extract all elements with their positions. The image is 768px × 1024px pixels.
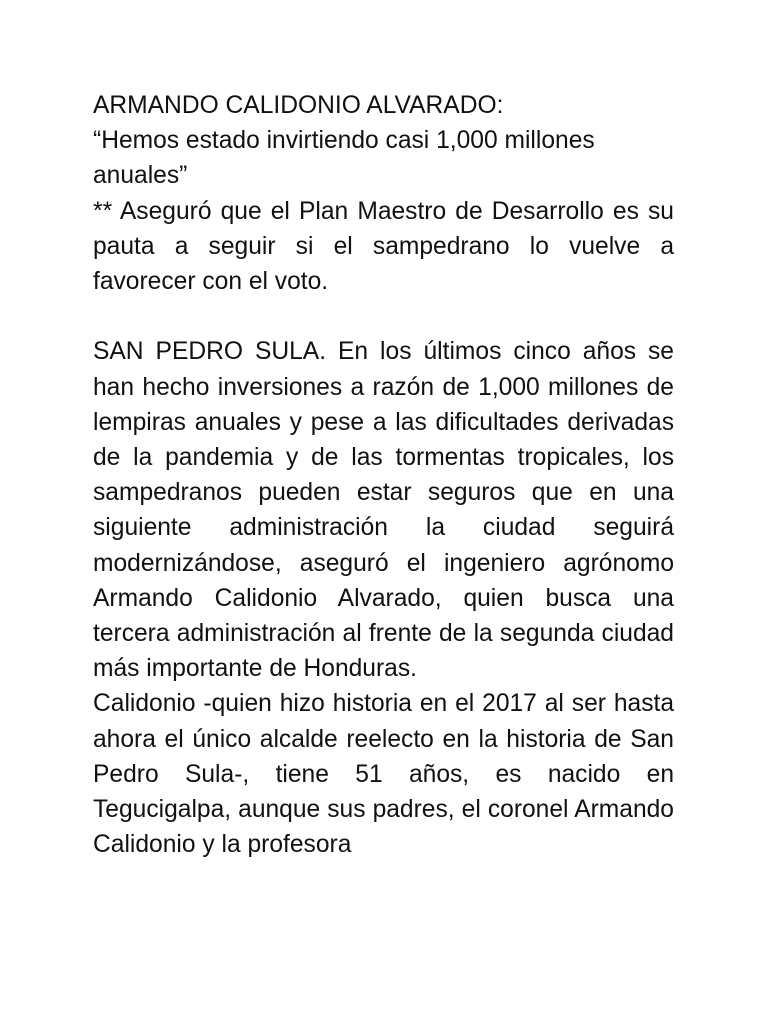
article-quote: “Hemos estado invirtiendo casi 1,000 millones anuales” [93, 127, 595, 190]
article-heading: ARMANDO CALIDONIO ALVARADO: [93, 92, 504, 119]
article-paragraph-2: Calidonio -quien hizo historia en el 2017 al ser hasta ahora el único alcalde reelecto en la historia de San Pedro Sula-, tiene 51 años, es nacido en Tegucigalpa, aunque sus padres, el coronel Armando Calidonio y la profesora [93, 690, 674, 859]
article-subheading: ** Aseguró que el Plan Maestro de Desarrollo es su pauta a seguir si el sampedrano lo vuelve a favorecer con el voto. [93, 197, 674, 296]
paragraph-spacer [93, 299, 674, 334]
document-page [93, 88, 674, 862]
article-paragraph-1: SAN PEDRO SULA. En los últimos cinco años se han hecho inversiones a razón de 1,000 millones de lempiras anuales y pese a las dificultades derivadas de la pandemia y de las tormentas tropicales, los sampedranos pueden estar seguros que en una siguiente administración la ciudad seguirá modernizándose, aseguró el ingeniero agrónomo Armando Calidonio Alvarado, quien busca una tercera administración al frente de la segunda ciudad más importante de Honduras. [93, 338, 674, 683]
